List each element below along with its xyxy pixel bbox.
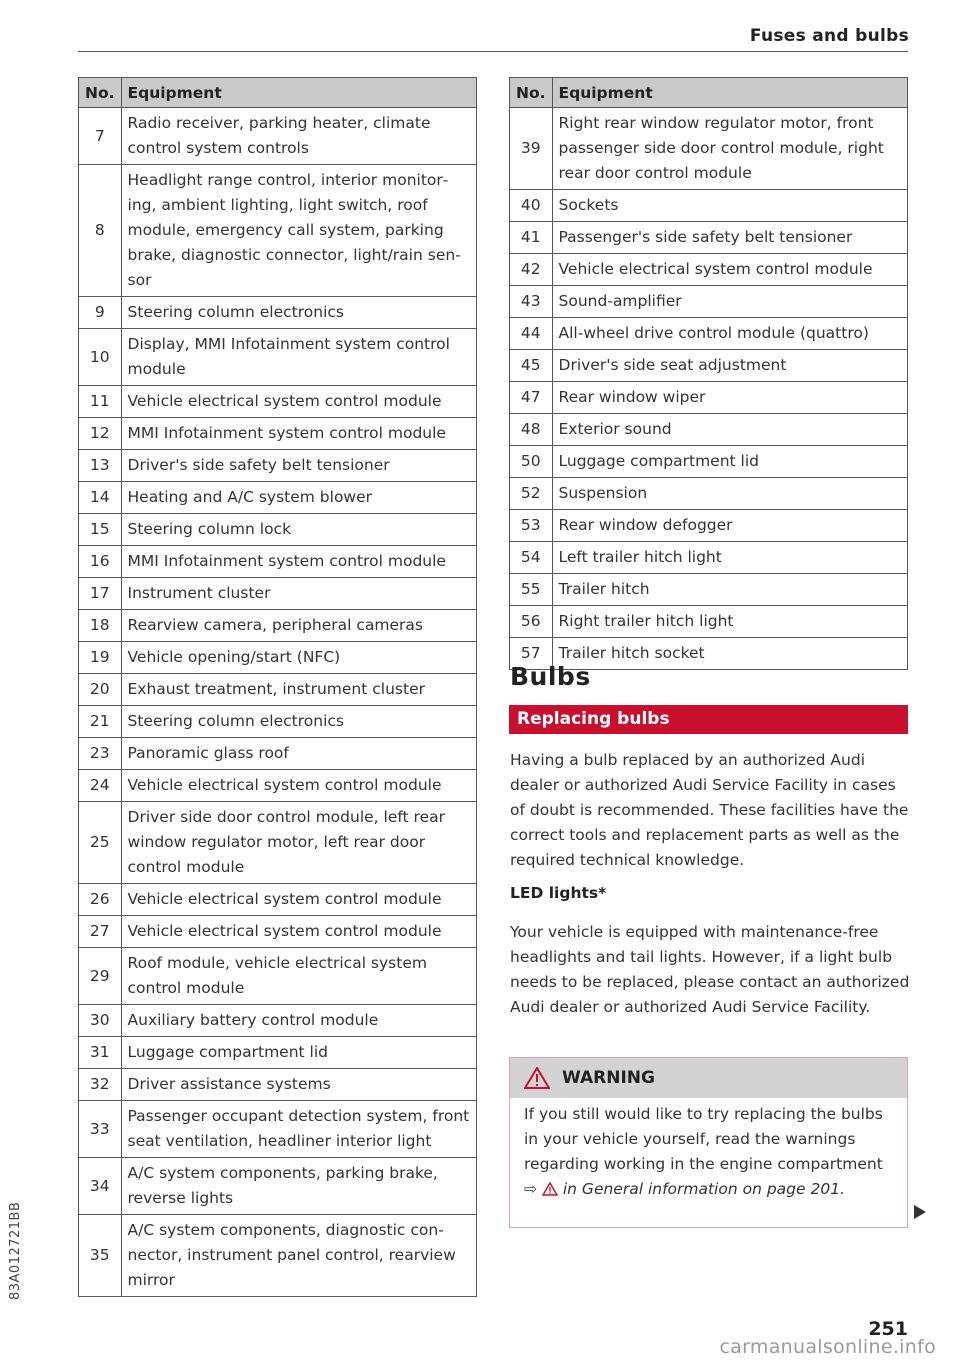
table-row	[510, 414, 908, 446]
fuse-number: 7	[79, 108, 122, 165]
fuse-number: 45	[510, 350, 553, 382]
fuse-equipment: Vehicle electrical system control module	[121, 770, 476, 802]
table-row	[510, 382, 908, 414]
fuse-number: 44	[510, 318, 553, 350]
table-row	[79, 329, 477, 386]
fuse-number: 15	[79, 514, 122, 546]
fuse-number: 33	[79, 1101, 122, 1158]
fuse-equipment: Steering column electronics	[121, 706, 476, 738]
led-lights-paragraph: Your vehicle is equipped with maintenance-free headlights and tail lights. However, if a light bulb needs to be replaced, please contact an authorized Audi dealer or authorized Audi Service Facility.	[510, 923, 910, 1016]
fuse-number: 20	[79, 674, 122, 706]
column-header-equipment: Equipment	[552, 78, 907, 108]
table-row	[79, 916, 477, 948]
fuse-equipment: Auxiliary battery control module	[121, 1005, 476, 1037]
fuse-number: 31	[79, 1037, 122, 1069]
table-row	[510, 574, 908, 606]
table-row	[79, 297, 477, 329]
table-row	[510, 606, 908, 638]
fuse-number: 32	[79, 1069, 122, 1101]
fuse-equipment: Panoramic glass roof	[121, 738, 476, 770]
fuse-number: 14	[79, 482, 122, 514]
fuse-equipment: Driver assistance systems	[121, 1069, 476, 1101]
table-row	[79, 578, 477, 610]
fuse-equipment: Display, MMI Infotainment system control module	[121, 329, 476, 386]
fuse-number: 40	[510, 190, 553, 222]
fuse-equipment: All-wheel drive control module (quattro)	[552, 318, 907, 350]
continue-arrow-icon	[914, 1205, 926, 1219]
column-header-no: No.	[79, 78, 122, 108]
table-row	[79, 1037, 477, 1069]
fuse-equipment: Suspension	[552, 478, 907, 510]
intro-paragraph: Having a bulb replaced by an authorized Audi dealer or authorized Audi Service Facility in cases of doubt is recommended. These facilities have the correct tools and replacement parts as well as the required technical knowledge.	[510, 751, 909, 869]
fuse-number: 24	[79, 770, 122, 802]
fuse-number: 57	[510, 638, 553, 670]
reference-arrow-icon: ⇨	[524, 1180, 537, 1198]
fuse-equipment: Steering column lock	[121, 514, 476, 546]
fuse-number: 39	[510, 108, 553, 190]
fuse-equipment: MMI Infotainment system control module	[121, 418, 476, 450]
table-row	[510, 254, 908, 286]
table-row	[79, 884, 477, 916]
table-row	[79, 948, 477, 1005]
fuse-equipment: Sockets	[552, 190, 907, 222]
table-row	[79, 1069, 477, 1101]
fuse-equipment: A/C system components, parking brake, reverse lights	[121, 1158, 476, 1215]
table-header-row	[79, 78, 477, 108]
page-reference-link[interactable]: in General information on page 201.	[562, 1180, 845, 1198]
table-row	[79, 386, 477, 418]
fuse-number: 34	[79, 1158, 122, 1215]
section-title-bulbs: Bulbs	[510, 662, 591, 691]
table-row	[79, 1158, 477, 1215]
fuse-number: 42	[510, 254, 553, 286]
fuse-number: 35	[79, 1215, 122, 1297]
fuse-equipment: Vehicle electrical system control module	[121, 884, 476, 916]
fuse-number: 48	[510, 414, 553, 446]
fuse-equipment: Headlight range control, interior monitoring, ambient lighting, light switch, roof module, emergency call system, parking brake, diagnostic connector, light/rain sensor	[121, 165, 476, 297]
fuse-equipment: Exhaust treatment, instrument cluster	[121, 674, 476, 706]
fuse-equipment: Driver's side safety belt tensioner	[121, 450, 476, 482]
fuse-equipment: Steering column electronics	[121, 297, 476, 329]
table-row	[79, 642, 477, 674]
table-row	[79, 108, 477, 165]
fuse-equipment: Driver's side seat adjustment	[552, 350, 907, 382]
header-divider	[78, 51, 908, 52]
fuse-equipment: Trailer hitch socket	[552, 638, 907, 670]
page-header-title: Fuses and bulbs	[749, 26, 909, 46]
warning-title: WARNING	[562, 1068, 655, 1088]
fuse-equipment: Radio receiver, parking heater, climate control system controls	[121, 108, 476, 165]
fuse-equipment: Exterior sound	[552, 414, 907, 446]
fuse-equipment: Right rear window regulator motor, front passenger side door control module, right rear door control module	[552, 108, 907, 190]
fuse-table-left	[78, 77, 477, 1297]
fuse-number: 56	[510, 606, 553, 638]
fuse-equipment: Vehicle opening/start (NFC)	[121, 642, 476, 674]
table-row	[79, 482, 477, 514]
fuse-equipment: MMI Infotainment system control module	[121, 546, 476, 578]
fuse-number: 23	[79, 738, 122, 770]
warning-header	[510, 1058, 907, 1098]
fuse-table-right	[509, 77, 908, 670]
fuse-number: 50	[510, 446, 553, 478]
fuse-equipment: Right trailer hitch light	[552, 606, 907, 638]
page-number: 251	[868, 1318, 908, 1340]
fuse-equipment: Luggage compartment lid	[552, 446, 907, 478]
warning-body-text: If you still would like to try replacing the bulbs in your vehicle yourself, read the warnings regarding working in the engine compartment	[524, 1105, 883, 1173]
fuse-equipment: Driver side door control module, left rear window regulator motor, left rear door control module	[121, 802, 476, 884]
fuse-equipment: Trailer hitch	[552, 574, 907, 606]
table-row	[510, 350, 908, 382]
table-row	[79, 770, 477, 802]
fuse-number: 11	[79, 386, 122, 418]
fuse-equipment: Instrument cluster	[121, 578, 476, 610]
fuse-number: 16	[79, 546, 122, 578]
subsection-banner: Replacing bulbs	[509, 705, 908, 734]
fuse-number: 43	[510, 286, 553, 318]
fuse-number: 52	[510, 478, 553, 510]
fuse-number: 12	[79, 418, 122, 450]
table-row	[510, 510, 908, 542]
table-row	[510, 478, 908, 510]
fuse-equipment: Luggage compartment lid	[121, 1037, 476, 1069]
fuse-number: 19	[79, 642, 122, 674]
fuse-equipment: A/C system components, diagnostic connector, instrument panel control, rearview mirror	[121, 1215, 476, 1297]
fuse-number: 41	[510, 222, 553, 254]
fuse-number: 21	[79, 706, 122, 738]
fuse-equipment: Passenger's side safety belt tensioner	[552, 222, 907, 254]
fuse-number: 30	[79, 1005, 122, 1037]
warning-triangle-icon	[542, 1182, 558, 1196]
watermark: carmanualsonline.info	[719, 1336, 936, 1358]
fuse-number: 54	[510, 542, 553, 574]
fuse-equipment: Sound-amplifier	[552, 286, 907, 318]
table-row	[510, 190, 908, 222]
led-lights-heading: LED lights*	[510, 884, 607, 902]
table-row	[79, 450, 477, 482]
warning-triangle-icon	[524, 1067, 550, 1089]
table-row	[510, 542, 908, 574]
fuse-number: 27	[79, 916, 122, 948]
table-row	[510, 318, 908, 350]
fuse-number: 18	[79, 610, 122, 642]
fuse-equipment: Heating and A/C system blower	[121, 482, 476, 514]
fuse-number: 26	[79, 884, 122, 916]
fuse-number: 8	[79, 165, 122, 297]
fuse-equipment: Rear window wiper	[552, 382, 907, 414]
table-row	[79, 165, 477, 297]
fuse-number: 17	[79, 578, 122, 610]
fuse-number: 53	[510, 510, 553, 542]
fuse-equipment: Vehicle electrical system control module	[121, 386, 476, 418]
table-row	[79, 738, 477, 770]
table-row	[79, 1005, 477, 1037]
fuse-number: 29	[79, 948, 122, 1005]
document-code: 83A012721BB	[8, 1201, 23, 1300]
table-row	[79, 674, 477, 706]
fuse-equipment: Left trailer hitch light	[552, 542, 907, 574]
warning-box	[509, 1057, 908, 1228]
fuse-number: 10	[79, 329, 122, 386]
table-row	[79, 546, 477, 578]
table-row	[79, 514, 477, 546]
table-row	[510, 446, 908, 478]
column-header-no: No.	[510, 78, 553, 108]
table-header-row	[510, 78, 908, 108]
fuse-number: 9	[79, 297, 122, 329]
fuse-equipment: Rearview camera, peripheral cameras	[121, 610, 476, 642]
table-row	[79, 418, 477, 450]
table-row	[79, 610, 477, 642]
table-row	[79, 1215, 477, 1297]
fuse-number: 55	[510, 574, 553, 606]
table-row	[79, 802, 477, 884]
column-header-equipment: Equipment	[121, 78, 476, 108]
warning-text	[510, 1098, 907, 1206]
table-row	[510, 108, 908, 190]
fuse-number: 47	[510, 382, 553, 414]
table-row	[79, 1101, 477, 1158]
table-row	[79, 706, 477, 738]
table-row	[510, 286, 908, 318]
table-row	[510, 222, 908, 254]
fuse-equipment: Vehicle electrical system control module	[121, 916, 476, 948]
fuse-number: 13	[79, 450, 122, 482]
fuse-number: 25	[79, 802, 122, 884]
fuse-equipment: Roof module, vehicle electrical system control module	[121, 948, 476, 1005]
fuse-equipment: Vehicle electrical system control module	[552, 254, 907, 286]
fuse-equipment: Passenger occupant detection system, front seat ventilation, headliner interior light	[121, 1101, 476, 1158]
fuse-equipment: Rear window defogger	[552, 510, 907, 542]
